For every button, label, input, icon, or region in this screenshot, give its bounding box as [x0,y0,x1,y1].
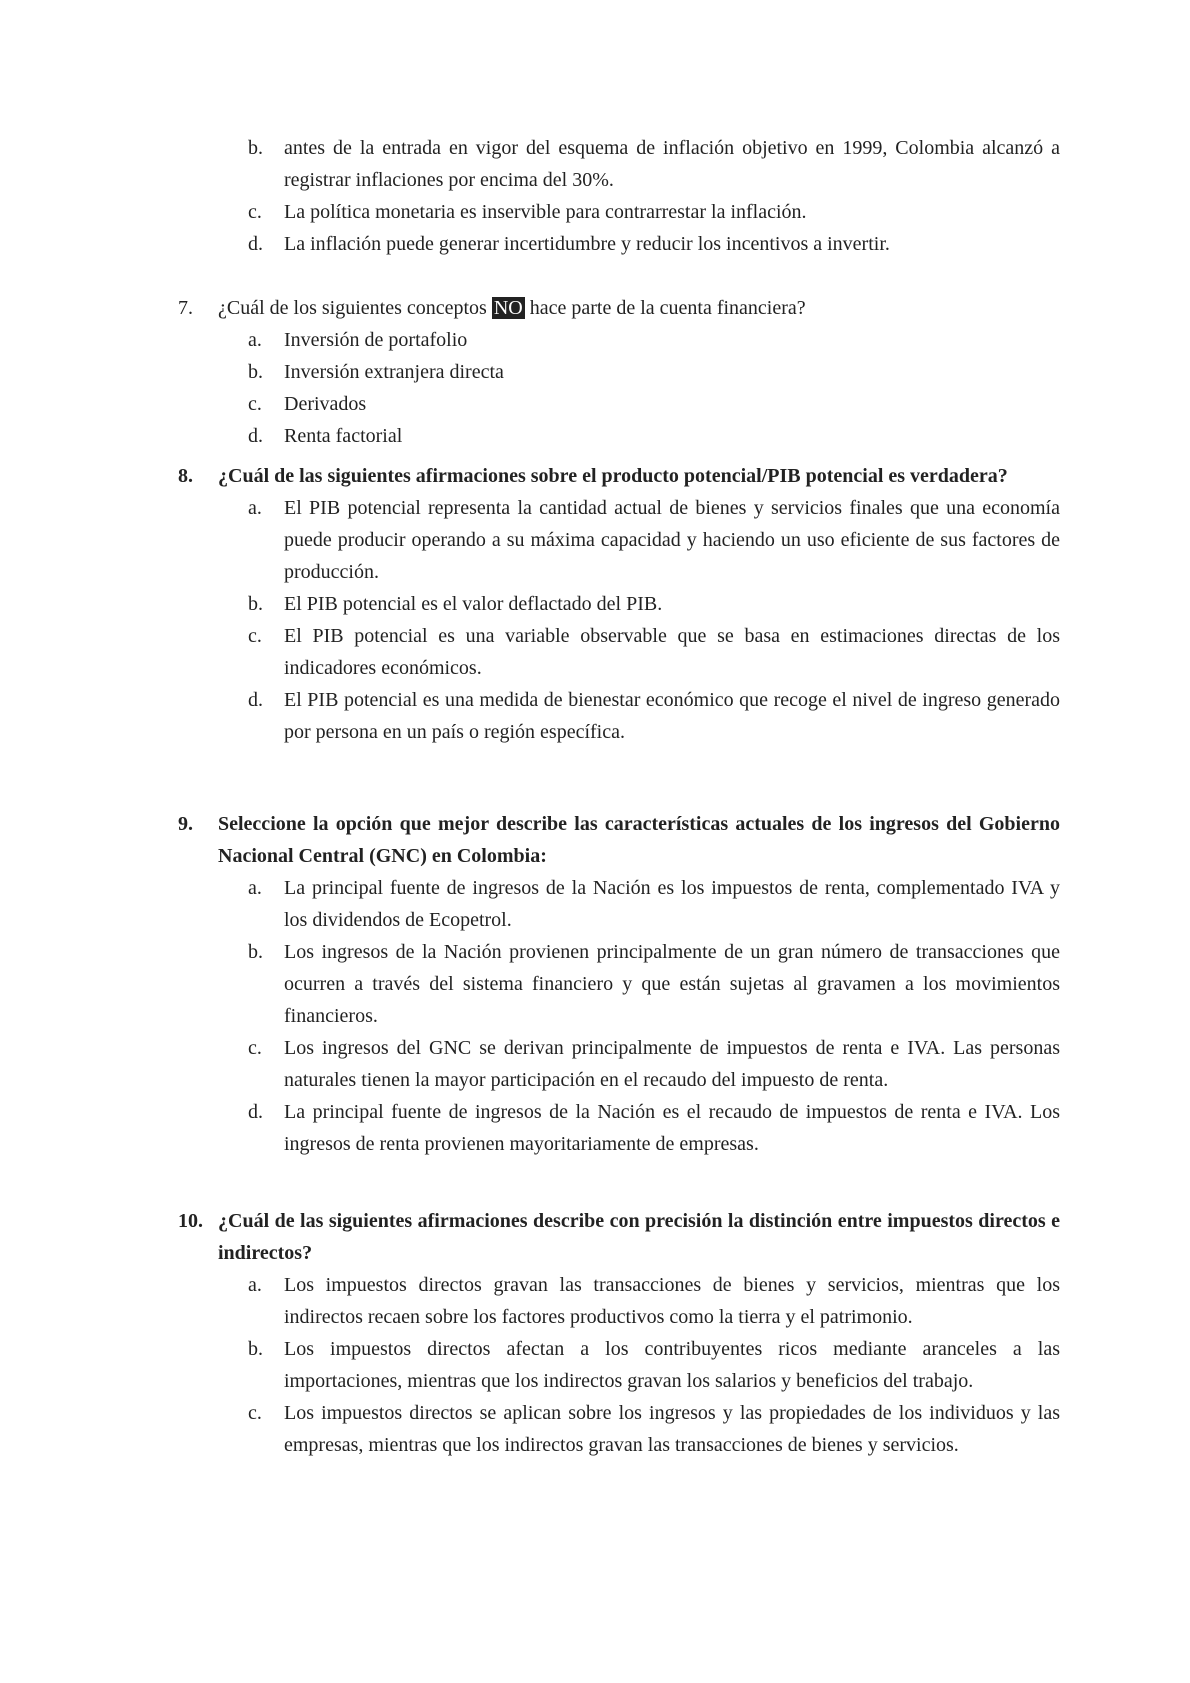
option-letter: b. [248,1338,263,1360]
option-text: Renta factorial [284,425,403,447]
option-list [248,324,1060,452]
answer-option [248,132,1060,196]
answer-option [248,1032,1060,1096]
option-text: El PIB potencial representa la cantidad actual de bienes y servicios finales que una economía puede producir operando a su máxima capacidad y haciendo un uso eficiente de sus factores de producción. [284,497,1060,583]
option-list [248,492,1060,748]
answer-option [248,1333,1060,1397]
option-text: Los ingresos del GNC se derivan principalmente de impuestos de renta e IVA. Las personas naturales tienen la mayor participación en el recaudo del impuesto de renta. [284,1037,1060,1091]
option-text: Inversión de portafolio [284,329,468,351]
option-letter: a. [248,1274,262,1296]
option-text: La política monetaria es inservible para contrarrestar la inflación. [284,201,807,223]
answer-option [248,228,1060,260]
option-text: Derivados [284,393,367,415]
option-letter: a. [248,877,262,899]
question-8 [178,460,1060,748]
option-text: El PIB potencial es el valor deflactado del PIB. [284,593,663,615]
question-text: ¿Cuál de las siguientes afirmaciones sobre el producto potencial/PIB potencial es verdadera? [218,465,1008,487]
option-letter: c. [248,201,262,223]
option-list [248,872,1060,1160]
option-letter: d. [248,689,263,711]
option-letter: a. [248,329,262,351]
answer-option [248,936,1060,1032]
answer-option [248,684,1060,748]
question-number: 7. [178,297,193,319]
answer-option [248,620,1060,684]
option-letter: d. [248,233,263,255]
answer-option [248,324,1060,356]
option-letter: c. [248,1037,262,1059]
answer-option [248,1096,1060,1160]
option-text: Los impuestos directos afectan a los contribuyentes ricos mediante aranceles a las importaciones, mientras que los indirectos gravan los salarios y beneficios del trabajo. [284,1338,1060,1392]
question-text-part: hace parte de la cuenta financiera? [524,297,806,319]
option-letter: d. [248,425,263,447]
option-text: La principal fuente de ingresos de la Nación es los impuestos de renta, complementado IVA y los dividendos de Ecopetrol. [284,877,1060,931]
question-10 [178,1205,1060,1461]
option-text: La inflación puede generar incertidumbre y reducir los incentivos a invertir. [284,233,890,255]
option-text: antes de la entrada en vigor del esquema de inflación objetivo en 1999, Colombia alcanzó a registrar inflaciones por encima del 30%. [284,137,1060,191]
answer-option [248,492,1060,588]
option-letter: c. [248,393,262,415]
option-letter: d. [248,1101,263,1123]
answer-option [248,356,1060,388]
question-text-part: ¿Cuál de los siguientes conceptos [218,297,492,319]
option-text: El PIB potencial es una medida de bienestar económico que recoge el nivel de ingreso generado por persona en un país o región específica. [284,689,1060,743]
option-list [248,1269,1060,1461]
answer-option [248,1269,1060,1333]
answer-option [248,872,1060,936]
question-7 [178,292,1060,452]
question-9 [178,808,1060,1160]
option-text: Los impuestos directos gravan las transacciones de bienes y servicios, mientras que los indirectos recaen sobre los factores productivos como la tierra y el patrimonio. [284,1274,1060,1328]
question-number: 9. [178,813,193,835]
question-text: Seleccione la opción que mejor describe las características actuales de los ingresos del Gobierno Nacional Central (GNC) en Colombia: [218,813,1060,867]
answer-option [248,1397,1060,1461]
question-number: 10. [178,1210,203,1232]
question-text: ¿Cuál de las siguientes afirmaciones describe con precisión la distinción entre impuestos directos e indirectos? [218,1210,1060,1264]
option-list [248,132,1060,260]
question-text [218,292,1060,324]
option-text: Inversión extranjera directa [284,361,504,383]
previous-question-options [178,132,1060,260]
option-text: El PIB potencial es una variable observable que se basa en estimaciones directas de los indicadores económicos. [284,625,1060,679]
option-letter: c. [248,625,262,647]
answer-option [248,388,1060,420]
option-letter: a. [248,497,262,519]
option-text: La principal fuente de ingresos de la Nación es el recaudo de impuestos de renta e IVA. Los ingresos de renta provienen mayoritariamente de empresas. [284,1101,1060,1155]
answer-option [248,588,1060,620]
answer-option [248,420,1060,452]
option-text: Los ingresos de la Nación provienen principalmente de un gran número de transacciones que ocurren a través del sistema financiero y que están sujetas al gravamen a los movimientos financieros. [284,941,1060,1027]
answer-option [248,196,1060,228]
option-letter: c. [248,1402,262,1424]
option-letter: b. [248,941,263,963]
highlighted-word: NO [493,297,523,319]
option-letter: b. [248,361,263,383]
option-letter: b. [248,593,263,615]
option-text: Los impuestos directos se aplican sobre los ingresos y las propiedades de los individuos y las empresas, mientras que los indirectos gravan las transacciones de bienes y servicios. [284,1402,1060,1456]
option-letter: b. [248,137,263,159]
question-number: 8. [178,465,193,487]
